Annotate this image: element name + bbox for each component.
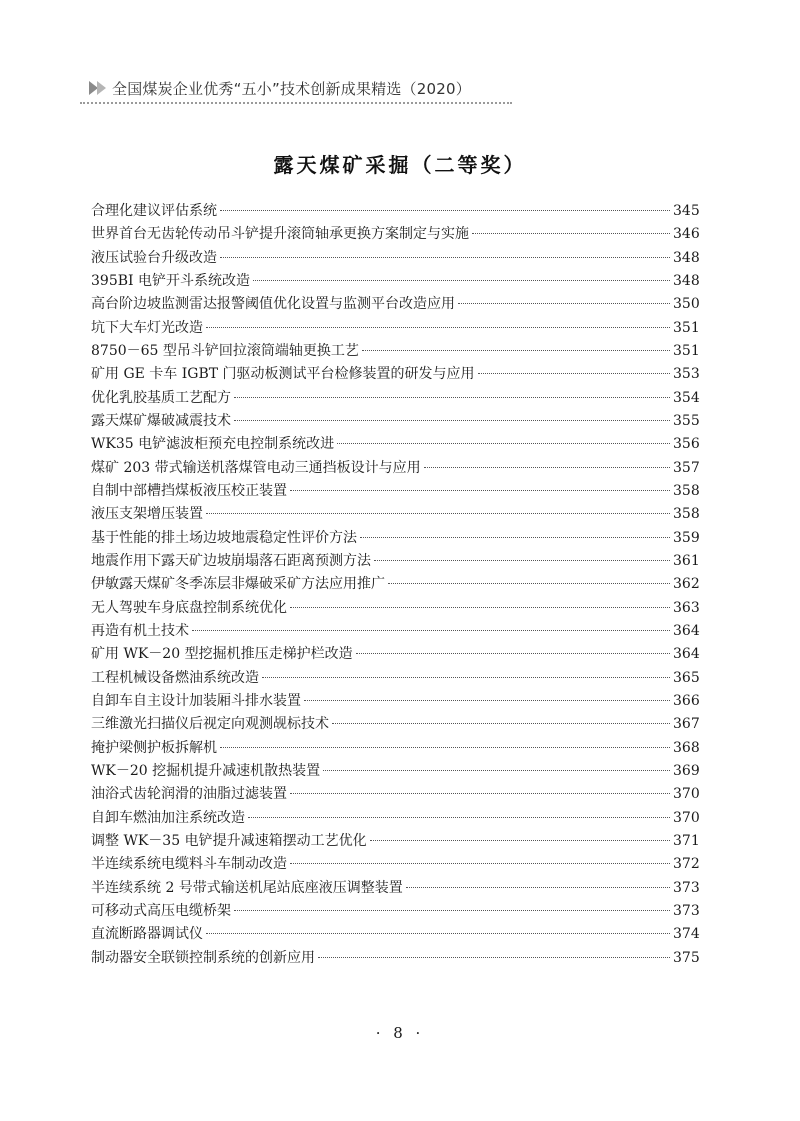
toc-entry[interactable] [91,783,699,806]
toc-entry-page: 361 [673,552,700,569]
toc-entry[interactable] [91,527,699,550]
toc-entry-page: 363 [673,599,700,616]
double-arrow-icon [88,80,112,96]
toc-entry-title: 直流断路器调试仪 [91,926,203,943]
toc-entry[interactable] [91,760,699,783]
toc-entry-page: 372 [673,856,700,873]
dot-leader [290,490,670,491]
toc-entry-page: 351 [673,342,700,359]
toc-entry[interactable] [91,877,699,900]
toc-entry-title: 液压试验台升级改造 [91,249,217,266]
toc-entry[interactable] [91,223,699,246]
table-of-contents [91,200,699,970]
toc-entry-title: 矿用 GE 卡车 IGBT 门驱动板测试平台检修装置的研发与应用 [91,366,475,383]
toc-entry[interactable] [91,247,699,270]
dot-leader [356,653,670,654]
toc-entry-title: 液压支架增压装置 [91,506,203,523]
toc-entry[interactable] [91,713,699,736]
toc-entry-title: 调整 WK－35 电铲提升减速箱摆动工艺优化 [91,832,367,849]
toc-entry-title: 油浴式齿轮润滑的油脂过滤装置 [91,786,287,803]
toc-entry[interactable] [91,200,699,223]
toc-entry-page: 366 [673,692,700,709]
dot-leader [362,350,670,351]
dot-leader [253,280,670,281]
toc-entry-title: 395BI 电铲开斗系统改造 [91,272,250,289]
running-header [80,74,520,108]
toc-entry-title: 8750－65 型吊斗铲回拉滚筒端轴更换工艺 [91,342,359,359]
toc-entry-page: 353 [673,366,700,383]
dot-leader [290,863,670,864]
dot-leader [220,747,670,748]
toc-entry-page: 362 [673,576,700,593]
dot-leader [262,677,670,678]
dot-leader [478,373,670,374]
dot-leader [206,513,670,514]
toc-entry[interactable] [91,620,699,643]
toc-entry-page: 364 [673,622,700,639]
toc-entry[interactable] [91,363,699,386]
toc-entry-title: 矿用 WK－20 型挖掘机推压走梯护栏改造 [91,646,353,663]
toc-entry-page: 354 [673,389,700,406]
toc-entry-title: 自卸车燃油加注系统改造 [91,809,245,826]
toc-entry-title: 伊敏露天煤矿冬季冻层非爆破采矿方法应用推广 [91,576,385,593]
dot-leader [304,700,670,701]
toc-entry[interactable] [91,830,699,853]
toc-entry-page: 375 [673,949,700,966]
toc-entry-page: 351 [673,319,700,336]
toc-entry-title: 优化乳胶基质工艺配方 [91,389,231,406]
dot-leader [248,817,670,818]
toc-entry[interactable] [91,480,699,503]
dot-leader [234,397,670,398]
header-dotted-rule [80,102,512,104]
toc-entry-page: 358 [673,482,700,499]
toc-entry[interactable] [91,690,699,713]
dot-leader [406,887,670,888]
dot-leader [220,210,670,211]
toc-entry-page: 358 [673,506,700,523]
toc-entry-title: 自制中部槽挡煤板液压校正装置 [91,482,287,499]
toc-entry[interactable] [91,270,699,293]
toc-entry[interactable] [91,597,699,620]
toc-entry-page: 348 [673,249,700,266]
toc-entry[interactable] [91,550,699,573]
toc-entry-title: 半连续系统 2 号带式输送机尾站底座液压调整装置 [91,879,403,896]
toc-entry-page: 355 [673,412,700,429]
toc-entry-page: 357 [673,459,700,476]
toc-entry-page: 369 [673,762,700,779]
dot-leader [374,560,670,561]
toc-entry-title: 再造有机土技术 [91,622,189,639]
toc-entry-page: 364 [673,646,700,663]
toc-entry[interactable] [91,387,699,410]
running-header-text: 全国煤炭企业优秀“五小”技术创新成果精选（2020） [112,80,471,98]
toc-entry-page: 370 [673,786,700,803]
toc-entry-page: 365 [673,669,700,686]
toc-entry[interactable] [91,667,699,690]
toc-entry[interactable] [91,433,699,456]
dot-leader [234,420,670,421]
toc-entry-page: 374 [673,926,700,943]
dot-leader [388,583,670,584]
toc-entry-title: 可移动式高压电缆桥架 [91,902,231,919]
toc-entry[interactable] [91,503,699,526]
toc-entry-title: WK35 电铲滤波柜预充电控制系统改进 [91,436,335,453]
dot-leader [458,303,670,304]
dot-leader [318,957,670,958]
toc-entry[interactable] [91,643,699,666]
toc-entry[interactable] [91,340,699,363]
toc-entry-title: 地震作用下露天矿边坡崩塌落石距离预测方法 [91,552,371,569]
toc-entry-page: 370 [673,809,700,826]
toc-entry-title: 无人驾驶车身底盘控制系统优化 [91,599,287,616]
toc-entry[interactable] [91,573,699,596]
toc-entry-title: 世界首台无齿轮传动吊斗铲提升滚筒轴承更换方案制定与实施 [91,226,469,243]
toc-entry-title: 工程机械设备燃油系统改造 [91,669,259,686]
dot-leader [290,607,670,608]
dot-leader [424,467,670,468]
dot-leader [360,537,670,538]
toc-entry[interactable] [91,807,699,830]
toc-entry-page: 345 [673,203,700,219]
toc-entry-title: 制动器安全联锁控制系统的创新应用 [91,949,315,966]
toc-entry-page: 368 [673,739,700,756]
page-number: · 8 · [375,1024,425,1042]
toc-entry-page: 350 [673,296,700,313]
toc-entry-page: 356 [673,436,700,453]
dot-leader [323,770,670,771]
toc-entry-title: 高台阶边坡监测雷达报警阈值优化设置与监测平台改造应用 [91,296,455,313]
dot-leader [234,910,670,911]
toc-entry[interactable] [91,900,699,923]
dot-leader [290,793,670,794]
toc-entry-title: 煤矿 203 带式输送机落煤管电动三通挡板设计与应用 [91,459,421,476]
toc-entry-page: 367 [673,716,700,733]
toc-entry[interactable] [91,457,699,480]
toc-entry-page: 359 [673,529,700,546]
toc-entry-title: 三维激光扫描仪后视定向观测觇标技术 [91,716,329,733]
toc-entry-page: 373 [673,902,700,919]
toc-entry-title: 掩护梁侧护板拆解机 [91,739,217,756]
toc-entry[interactable] [91,317,699,340]
dot-leader [337,443,670,444]
toc-entry[interactable] [91,947,699,970]
toc-entry-title: 自卸车自主设计加装厢斗排水装置 [91,692,301,709]
toc-entry-page: 371 [673,832,700,849]
toc-entry[interactable] [91,293,699,316]
dot-leader [206,327,670,328]
dot-leader [370,840,670,841]
toc-entry-page: 346 [673,226,700,243]
toc-entry-page: 348 [673,272,700,289]
toc-entry[interactable] [91,853,699,876]
dot-leader [192,630,670,631]
dot-leader [206,933,670,934]
toc-entry-title: 基于性能的排土场边坡地震稳定性评价方法 [91,529,357,546]
toc-entry-title: 合理化建议评估系统 [91,203,217,219]
toc-entry-title: WK－20 挖掘机提升减速机散热装置 [91,762,321,779]
toc-entry-title: 坑下大车灯光改造 [91,319,203,336]
toc-entry-title: 露天煤矿爆破减震技术 [91,412,231,429]
dot-leader [472,233,670,234]
dot-leader [220,257,670,258]
toc-entry[interactable] [91,737,699,760]
toc-entry-title: 半连续系统电缆料斗车制动改造 [91,856,287,873]
dot-leader [332,723,670,724]
toc-entry[interactable] [91,923,699,946]
section-title: 露天煤矿采掘（二等奖） [273,153,527,177]
toc-entry-page: 373 [673,879,700,896]
toc-entry[interactable] [91,410,699,433]
